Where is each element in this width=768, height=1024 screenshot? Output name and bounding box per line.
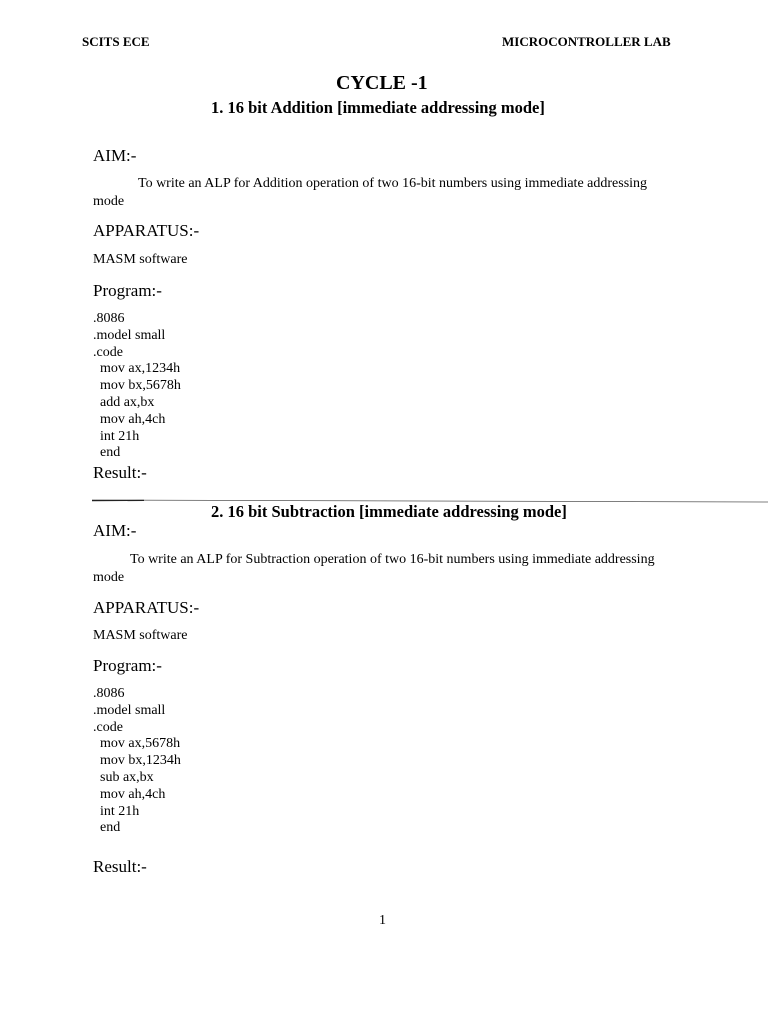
- page-number: 1: [379, 913, 386, 928]
- code-line: .model small: [93, 702, 166, 718]
- code-line: sub ax,bx: [93, 769, 154, 785]
- experiment-2-aim-heading: AIM:-: [93, 521, 137, 540]
- code-line: mov bx,5678h: [93, 378, 181, 394]
- header-left: SCITS ECE: [82, 34, 150, 49]
- experiment-1-aim-text: To write an ALP for Addition operation of two 16-bit numbers using immediate addressing mode: [93, 176, 648, 209]
- experiment-1-program-code: [93, 311, 181, 462]
- code-line: mov ax,5678h: [93, 736, 181, 752]
- experiment-1-result-heading: Result:-: [93, 463, 147, 482]
- code-line: .8086: [93, 686, 125, 701]
- code-line: end: [93, 820, 121, 836]
- code-line: .code: [93, 719, 123, 735]
- experiment-2-title: 2. 16 bit Subtraction [immediate addressing mode]: [211, 502, 567, 521]
- header-right: MICROCONTROLLER LAB: [502, 34, 671, 49]
- code-line: mov bx,1234h: [93, 753, 181, 769]
- experiment-1-title: 1. 16 bit Addition [immediate addressing mode]: [211, 98, 545, 117]
- code-line: .8086: [93, 311, 125, 326]
- experiment-2-apparatus-heading: APPARATUS:-: [93, 598, 200, 617]
- code-line: add ax,bx: [93, 394, 155, 410]
- code-line: mov ax,1234h: [93, 361, 181, 377]
- code-line: int 21h: [93, 803, 140, 819]
- experiment-2-program-code: [93, 686, 181, 837]
- experiment-2-apparatus-text: MASM software: [93, 628, 188, 643]
- cycle-title: CYCLE -1: [336, 72, 428, 94]
- experiment-2-program-heading: Program:-: [93, 656, 162, 675]
- experiment-1-aim-heading: AIM:-: [93, 146, 137, 165]
- code-line: int 21h: [93, 428, 140, 444]
- code-line: .model small: [93, 327, 166, 343]
- code-line: .code: [93, 344, 123, 360]
- experiment-1-program-heading: Program:-: [93, 281, 162, 300]
- experiment-2-result-heading: Result:-: [93, 857, 147, 876]
- experiment-2-aim-text: To write an ALP for Subtraction operation of two 16-bit numbers using immediate addressing mode: [93, 552, 655, 585]
- code-line: end: [93, 445, 121, 461]
- experiment-1-apparatus-heading: APPARATUS:-: [93, 221, 200, 240]
- code-line: mov ah,4ch: [93, 411, 166, 427]
- experiment-1-apparatus-text: MASM software: [93, 252, 188, 267]
- code-line: mov ah,4ch: [93, 786, 166, 802]
